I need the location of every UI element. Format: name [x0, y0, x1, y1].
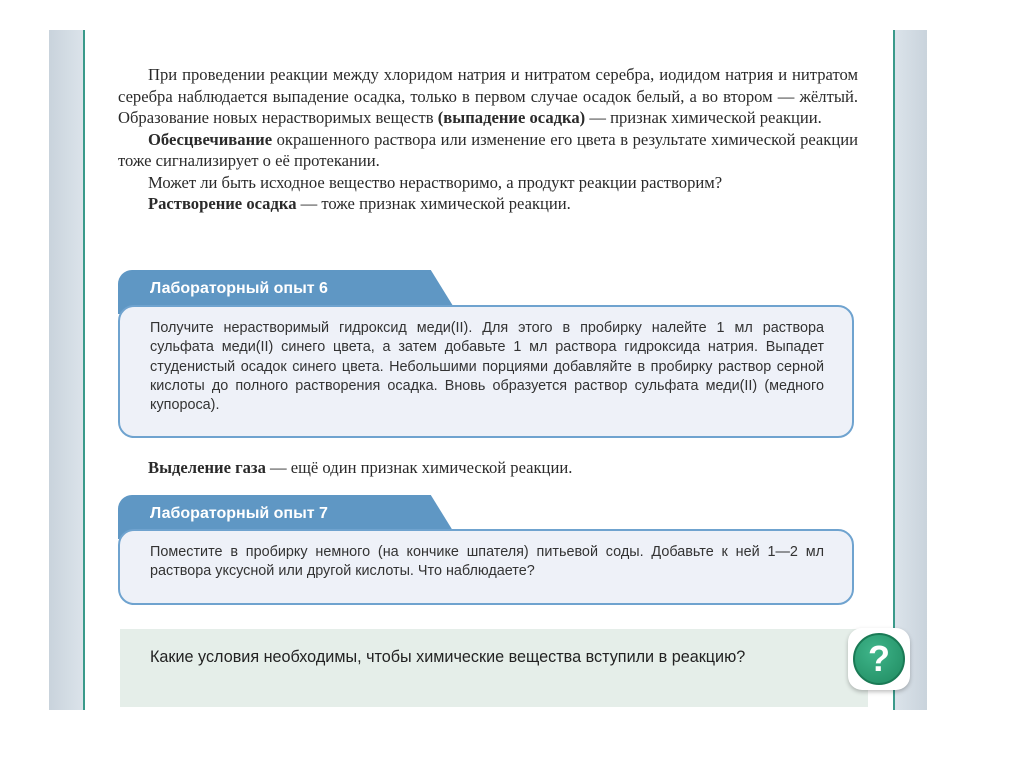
lab6-title: Лабораторный опыт 6	[150, 280, 328, 297]
lab7-title: Лабораторный опыт 7	[150, 505, 328, 522]
lab7-box	[118, 529, 854, 605]
term-dissolution: Растворение осадка	[148, 194, 297, 213]
lab6-box	[118, 305, 854, 438]
lab7-text: Поместите в пробирку немного (на кончике шпателя) питьевой соды. Добавьте к ней 1—2 мл раствора уксусной или другой кислоты. Что наблюдаете?	[150, 544, 824, 580]
paragraph-dissolution: Растворение осадка — тоже признак химической реакции.	[148, 194, 571, 213]
term-precipitate: (выпадение осадка)	[437, 108, 586, 127]
question-mark-glyph: ?	[853, 633, 905, 685]
paragraph-question-insoluble: Может ли быть исходное вещество нерастворимо, а продукт реакции растворим?	[148, 172, 723, 192]
page-margin-left	[49, 30, 83, 710]
paragraph-discoloration: Обесцвечивание окрашенного раствора или изменение его цвета в результате химической реакции тоже сигнализирует о её протекании.	[118, 129, 858, 170]
lab6-text: Получите нерастворимый гидроксид меди(II). Для этого в пробирку налейте 1 мл раствора сульфата меди(II) синего цвета, а затем добавьте 1 мл раствора гидроксида натрия. Выпадет студенистый осадок синего цвета. Небольшими порциями добавляйте в пробирку раствор серной кислоты до полного растворения осадка. Вновь образуется раствор сульфата меди(II) (медного купороса).	[150, 320, 824, 414]
paragraph-gas-release: Выделение газа — ещё один признак химической реакции.	[148, 458, 573, 477]
intro-paragraphs	[118, 64, 858, 215]
question-text: Какие условия необходимы, чтобы химические вещества вступили в реакцию?	[150, 648, 746, 666]
question-box	[120, 629, 868, 707]
page-margin-right	[895, 30, 927, 710]
paragraph-precipitate: При проведении реакции между хлоридом натрия и нитратом серебра, иодидом натрия и нитратом серебра наблюдается выпадение осадка, только в первом случае осадок белый, а во втором — жёлтый. Образование новых нерастворимых веществ (выпадение осадка) — признак химической реакции.	[118, 65, 858, 127]
question-mark-icon	[848, 628, 910, 690]
term-discoloration: Обесцвечивание	[148, 129, 273, 149]
term-gas-release: Выделение газа	[148, 458, 266, 477]
